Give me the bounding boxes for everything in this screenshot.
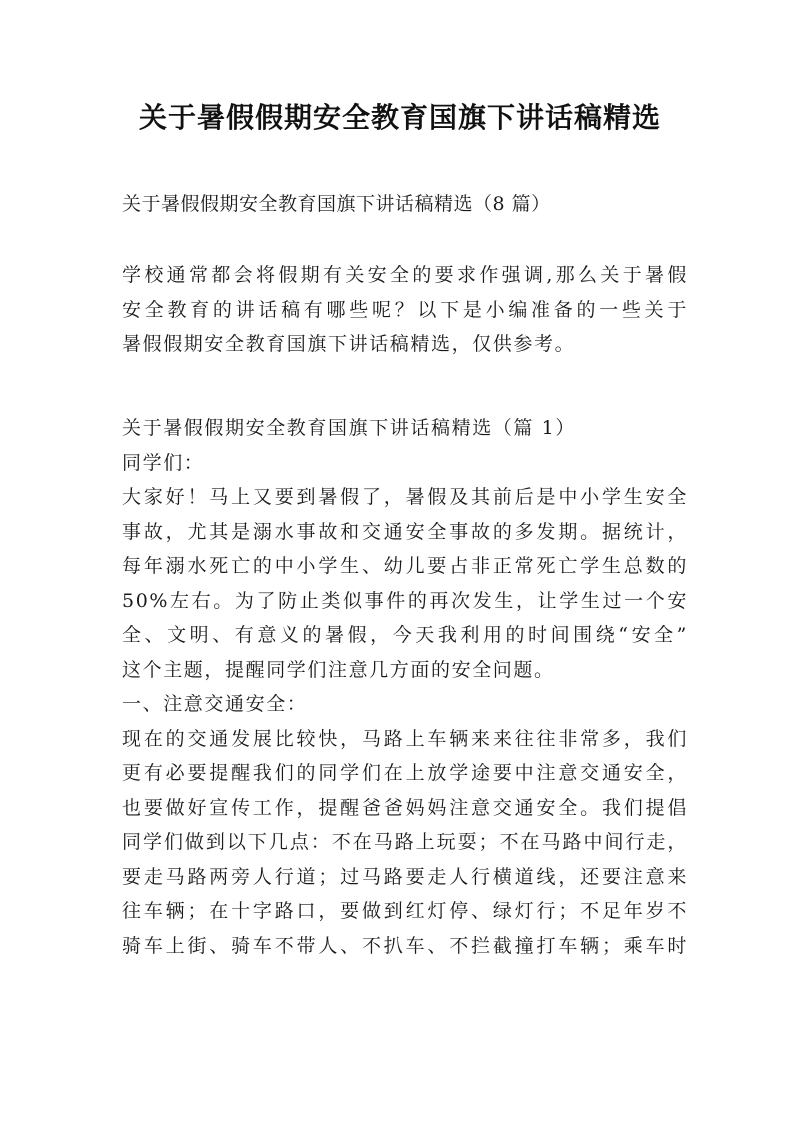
body-line: 每年溺水死亡的中小学生、幼儿要占非正常死亡学生总数的 [122,555,688,577]
body-line: 大家好！马上又要到暑假了，暑假及其前后是中小学生安全 [122,486,688,508]
body-line: 现在的交通发展比较快，马路上车辆来来往往非常多，我们 [122,727,688,750]
body-line: 同学们做到以下几点：不在马路上玩耍；不在马路中间行走， [122,831,688,853]
body-line: 50%左右。为了防止类似事件的再次发生，让学生过一个安 [122,589,688,612]
intro-line: 暑假假期安全教育国旗下讲话稿精选，仅供参考。 [122,333,576,355]
body-line: 骑车上街、骑车不带人、不扒车、不拦截撞打车辆；乘车时 [122,934,688,957]
document-title: 关于暑假假期安全教育国旗下讲话稿精选 [138,101,661,134]
section-heading: 关于暑假假期安全教育国旗下讲话稿精选（篇 1） [122,417,576,439]
speech-body [122,411,688,963]
body-line: 更有必要提醒我们的同学们在上放学途要中注意交通安全， [122,762,688,784]
intro-paragraph [122,258,688,362]
body-line: 也要做好宣传工作，提醒爸爸妈妈注意交通安全。我们提倡 [122,796,688,819]
body-line: 要走马路两旁人行道；过马路要走人行横道线，还要注意来 [122,865,688,888]
body-line: 往车辆；在十字路口，要做到红灯停、绿灯行；不足年岁不 [122,900,688,922]
salutation: 同学们： [122,451,205,474]
document-subtitle: 关于暑假假期安全教育国旗下讲话稿精选（8 篇） [122,193,551,215]
body-line: 事故，尤其是溺水事故和交通安全事故的多发期。据统计， [122,520,688,543]
intro-line: 安全教育的讲话稿有哪些呢？以下是小编准备的一些关于 [122,298,688,321]
body-line: 这个主题，提醒同学们注意几方面的安全问题。 [122,658,555,681]
intro-line: 学校通常都会将假期有关安全的要求作强调,那么关于暑假 [122,264,688,286]
body-line: 全、文明、有意义的暑假，今天我利用的时间围绕“安全” [122,624,688,646]
subsection-heading: 一、注意交通安全： [122,693,308,715]
